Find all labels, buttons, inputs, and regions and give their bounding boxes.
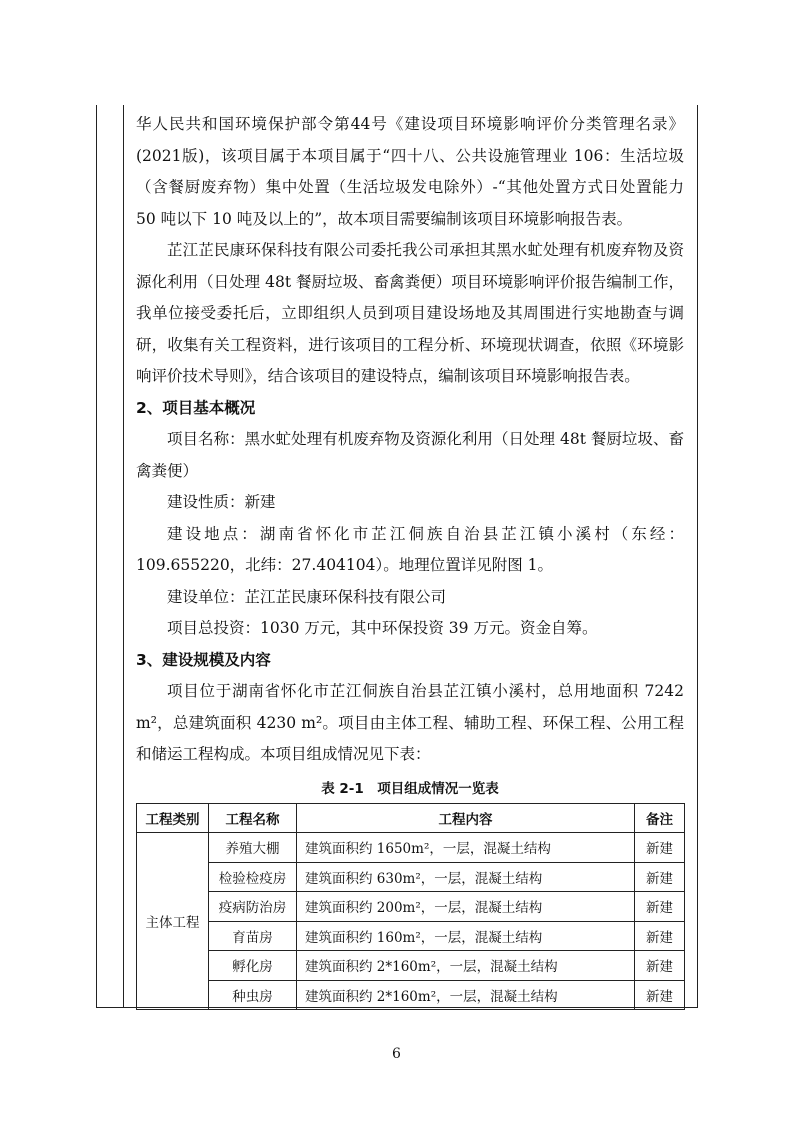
table-row [137,980,685,1010]
section-3-heading: 3、建设规模及内容 [136,650,271,669]
header-category: 工程类别 [137,803,209,833]
row-content: 建筑面积约 1650m²，一层，混凝土结构 [297,833,635,863]
header-name: 工程名称 [209,803,297,833]
row-note: 新建 [635,951,685,981]
table-row [137,862,685,892]
section-2-heading: 2、项目基本概况 [136,398,256,417]
row-content: 建筑面积约 200m²，一层，混凝土结构 [297,892,635,922]
header-content: 工程内容 [297,803,635,833]
row-note: 新建 [635,862,685,892]
row-name: 疫病防治房 [209,892,297,922]
row-content: 建筑面积约 2*160m²，一层，混凝土结构 [297,951,635,981]
construction-unit: 建设单位：芷江芷民康环保科技有限公司 [167,587,447,606]
paragraph-classification: 华人民共和国环境保护部令第44号《建设项目环境影响评价分类管理名录》(2021版)，该项目属于本项目属于“四十八、公共设施管理业 106：生活垃圾（含餐厨废弃物）集中处置（生活垃圾发电除外）-“其他处置方式日处置能力 50 吨以下 10 吨及以上的”，故本项目需要编制该项目环境影响报告表。 [136,115,684,228]
table-row [137,833,685,863]
construction-location: 建设地点：湖南省怀化市芷江侗族自治县芷江镇小溪村（东经：109.655220，北纬：27.404104）。地理位置详见附图 1。 [136,524,684,574]
scale-paragraph: 项目位于湖南省怀化市芷江侗族自治县芷江镇小溪村，总用地面积 7242 m²，总建筑面积 4230 m²。项目由主体工程、辅助工程、环保工程、公用工程和储运工程构成。本项目组成情况见下表： [136,682,684,763]
construction-nature: 建设性质：新建 [167,493,276,511]
total-investment: 项目总投资：1030 万元，其中环保投资 39 万元。资金自筹。 [167,619,598,637]
frame-divider [123,105,124,1008]
row-note: 新建 [635,980,685,1010]
row-name: 孵化房 [209,951,297,981]
table-row [137,921,685,951]
table-row [137,951,685,981]
document-body [136,109,684,1010]
page-number: 6 [392,1046,401,1062]
row-name: 养殖大棚 [209,833,297,863]
table-caption: 表 2-1 项目组成情况一览表 [321,780,499,797]
table-row [137,892,685,922]
paragraph-commission: 芷江芷民康环保科技有限公司委托我公司承担其黑水虻处理有机废弃物及资源化利用（日处理 48t 餐厨垃圾、畜禽粪便）项目环境影响评价报告编制工作，我单位接受委托后，立即组织人员到项目建设场地及其周围进行实地勘查与调研，收集有关工程资料，进行该项目的工程分析、环境现状调查，依照《环境影响评价技术导则》，结合该项目的建设特点，编制该项目环境影响报告表。 [136,241,684,385]
row-note: 新建 [635,892,685,922]
row-note: 新建 [635,921,685,951]
row-content: 建筑面积约 160m²，一层，混凝土结构 [297,921,635,951]
row-note: 新建 [635,833,685,863]
row-content: 建筑面积约 630m²，一层，混凝土结构 [297,862,635,892]
project-name: 项目名称：黑水虻处理有机废弃物及资源化利用（日处理 48t 餐厨垃圾、畜禽粪便） [136,430,684,480]
row-name: 育苗房 [209,921,297,951]
table-header-row [137,803,685,833]
project-composition-table [136,803,685,1011]
row-name: 检验检疫房 [209,862,297,892]
row-content: 建筑面积约 2*160m²，一层，混凝土结构 [297,980,635,1010]
header-note: 备注 [635,803,685,833]
category-cell: 主体工程 [137,833,209,1010]
row-name: 种虫房 [209,980,297,1010]
